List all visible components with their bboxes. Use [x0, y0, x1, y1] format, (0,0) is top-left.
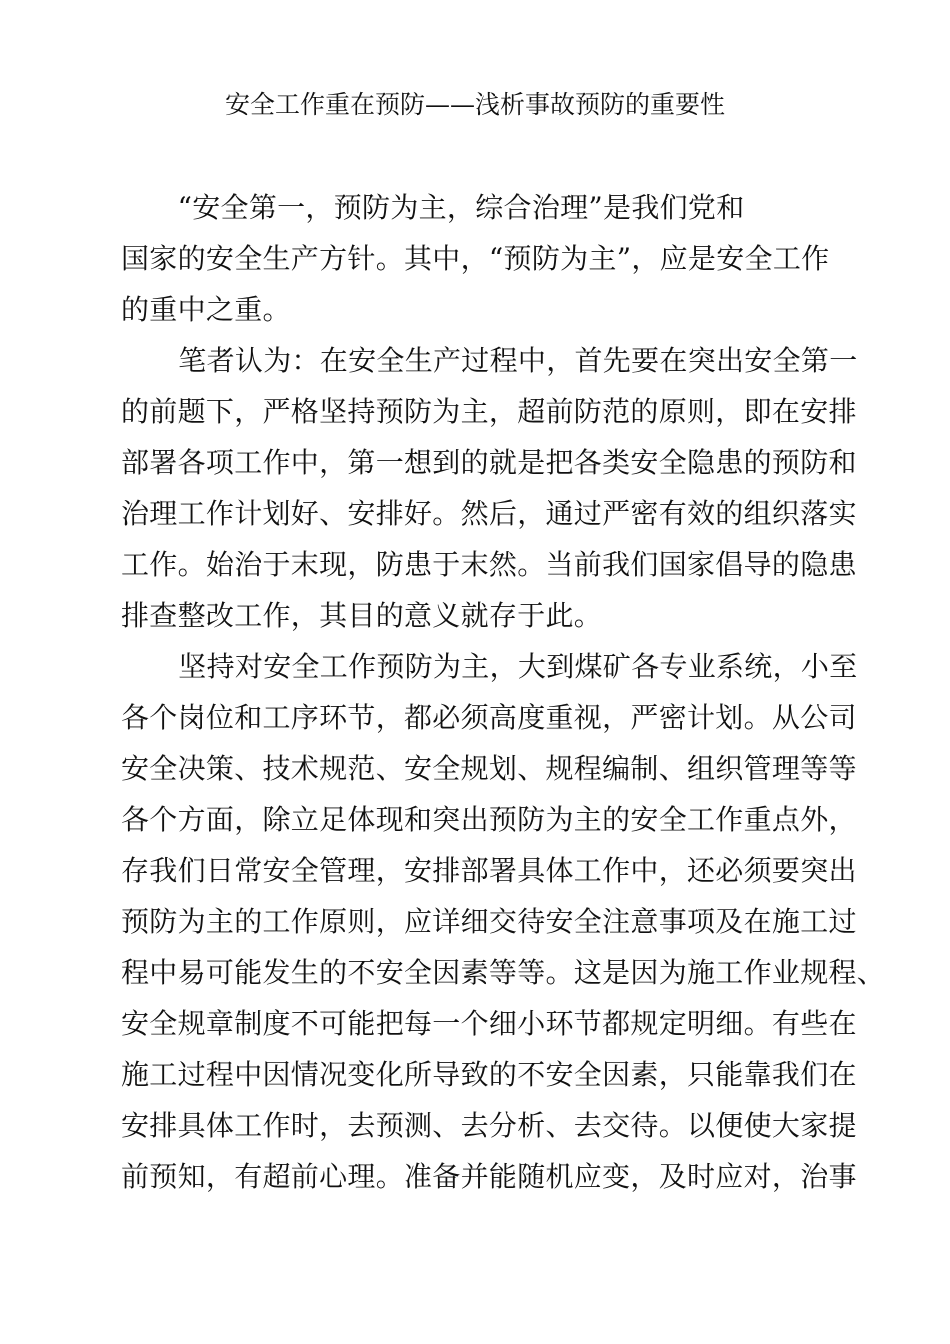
- text-line: 前预知，有超前心理。准备并能随机应变，及时应对，治事: [121, 1160, 857, 1193]
- text-line: 笔者认为：在安全生产过程中，首先要在突出安全第一: [150, 344, 858, 377]
- text-line: 治理工作计划好、安排好。然后，通过严密有效的组织落实: [121, 497, 857, 530]
- text-line: 程中易可能发生的不安全因素等等。这是因为施工作业规程、: [121, 956, 886, 989]
- text-line: 工作。始治于末现，防患于末然。当前我们国家倡导的隐患: [121, 548, 857, 581]
- text-line: 国家的安全生产方针。其中，“预防为主”，应是安全工作: [121, 242, 830, 275]
- text-line: 的前题下，严格坚持预防为主，超前防范的原则，即在安排: [121, 395, 857, 428]
- text-line: 安排具体工作时，去预测、去分析、去交待。以便使大家提: [121, 1109, 857, 1142]
- text-line: 部署各项工作中，第一想到的就是把各类安全隐患的预防和: [121, 446, 857, 479]
- text-line: “安全第一，预防为主，综合治理”是我们党和: [121, 191, 745, 224]
- text-line: 坚持对安全工作预防为主，大到煤矿各专业系统，小至: [150, 650, 858, 683]
- text-line: 施工过程中因情况变化所导致的不安全因素，只能靠我们在: [121, 1058, 857, 1091]
- text-line: 安全决策、技术规范、安全规划、规程编制、组织管理等等: [121, 752, 857, 785]
- text-line: 各个岗位和工序环节，都必须高度重视，严密计划。从公司: [121, 701, 857, 734]
- text-line: 的重中之重。: [121, 293, 291, 326]
- text-line: 安全规章制度不可能把每一个细小环节都规定明细。有些在: [121, 1007, 857, 1040]
- text-line: 排查整改工作，其目的意义就存于此。: [121, 599, 603, 632]
- text-line: 各个方面，除立足体现和突出预防为主的安全工作重点外，: [121, 803, 857, 836]
- text-line: 预防为主的工作原则，应详细交待安全注意事项及在施工过: [121, 905, 857, 938]
- document-title: 安全工作重在预防——浅析事故预防的重要性: [224, 90, 725, 119]
- text-line: 存我们日常安全管理，安排部署具体工作中，还必须要突出: [121, 854, 857, 887]
